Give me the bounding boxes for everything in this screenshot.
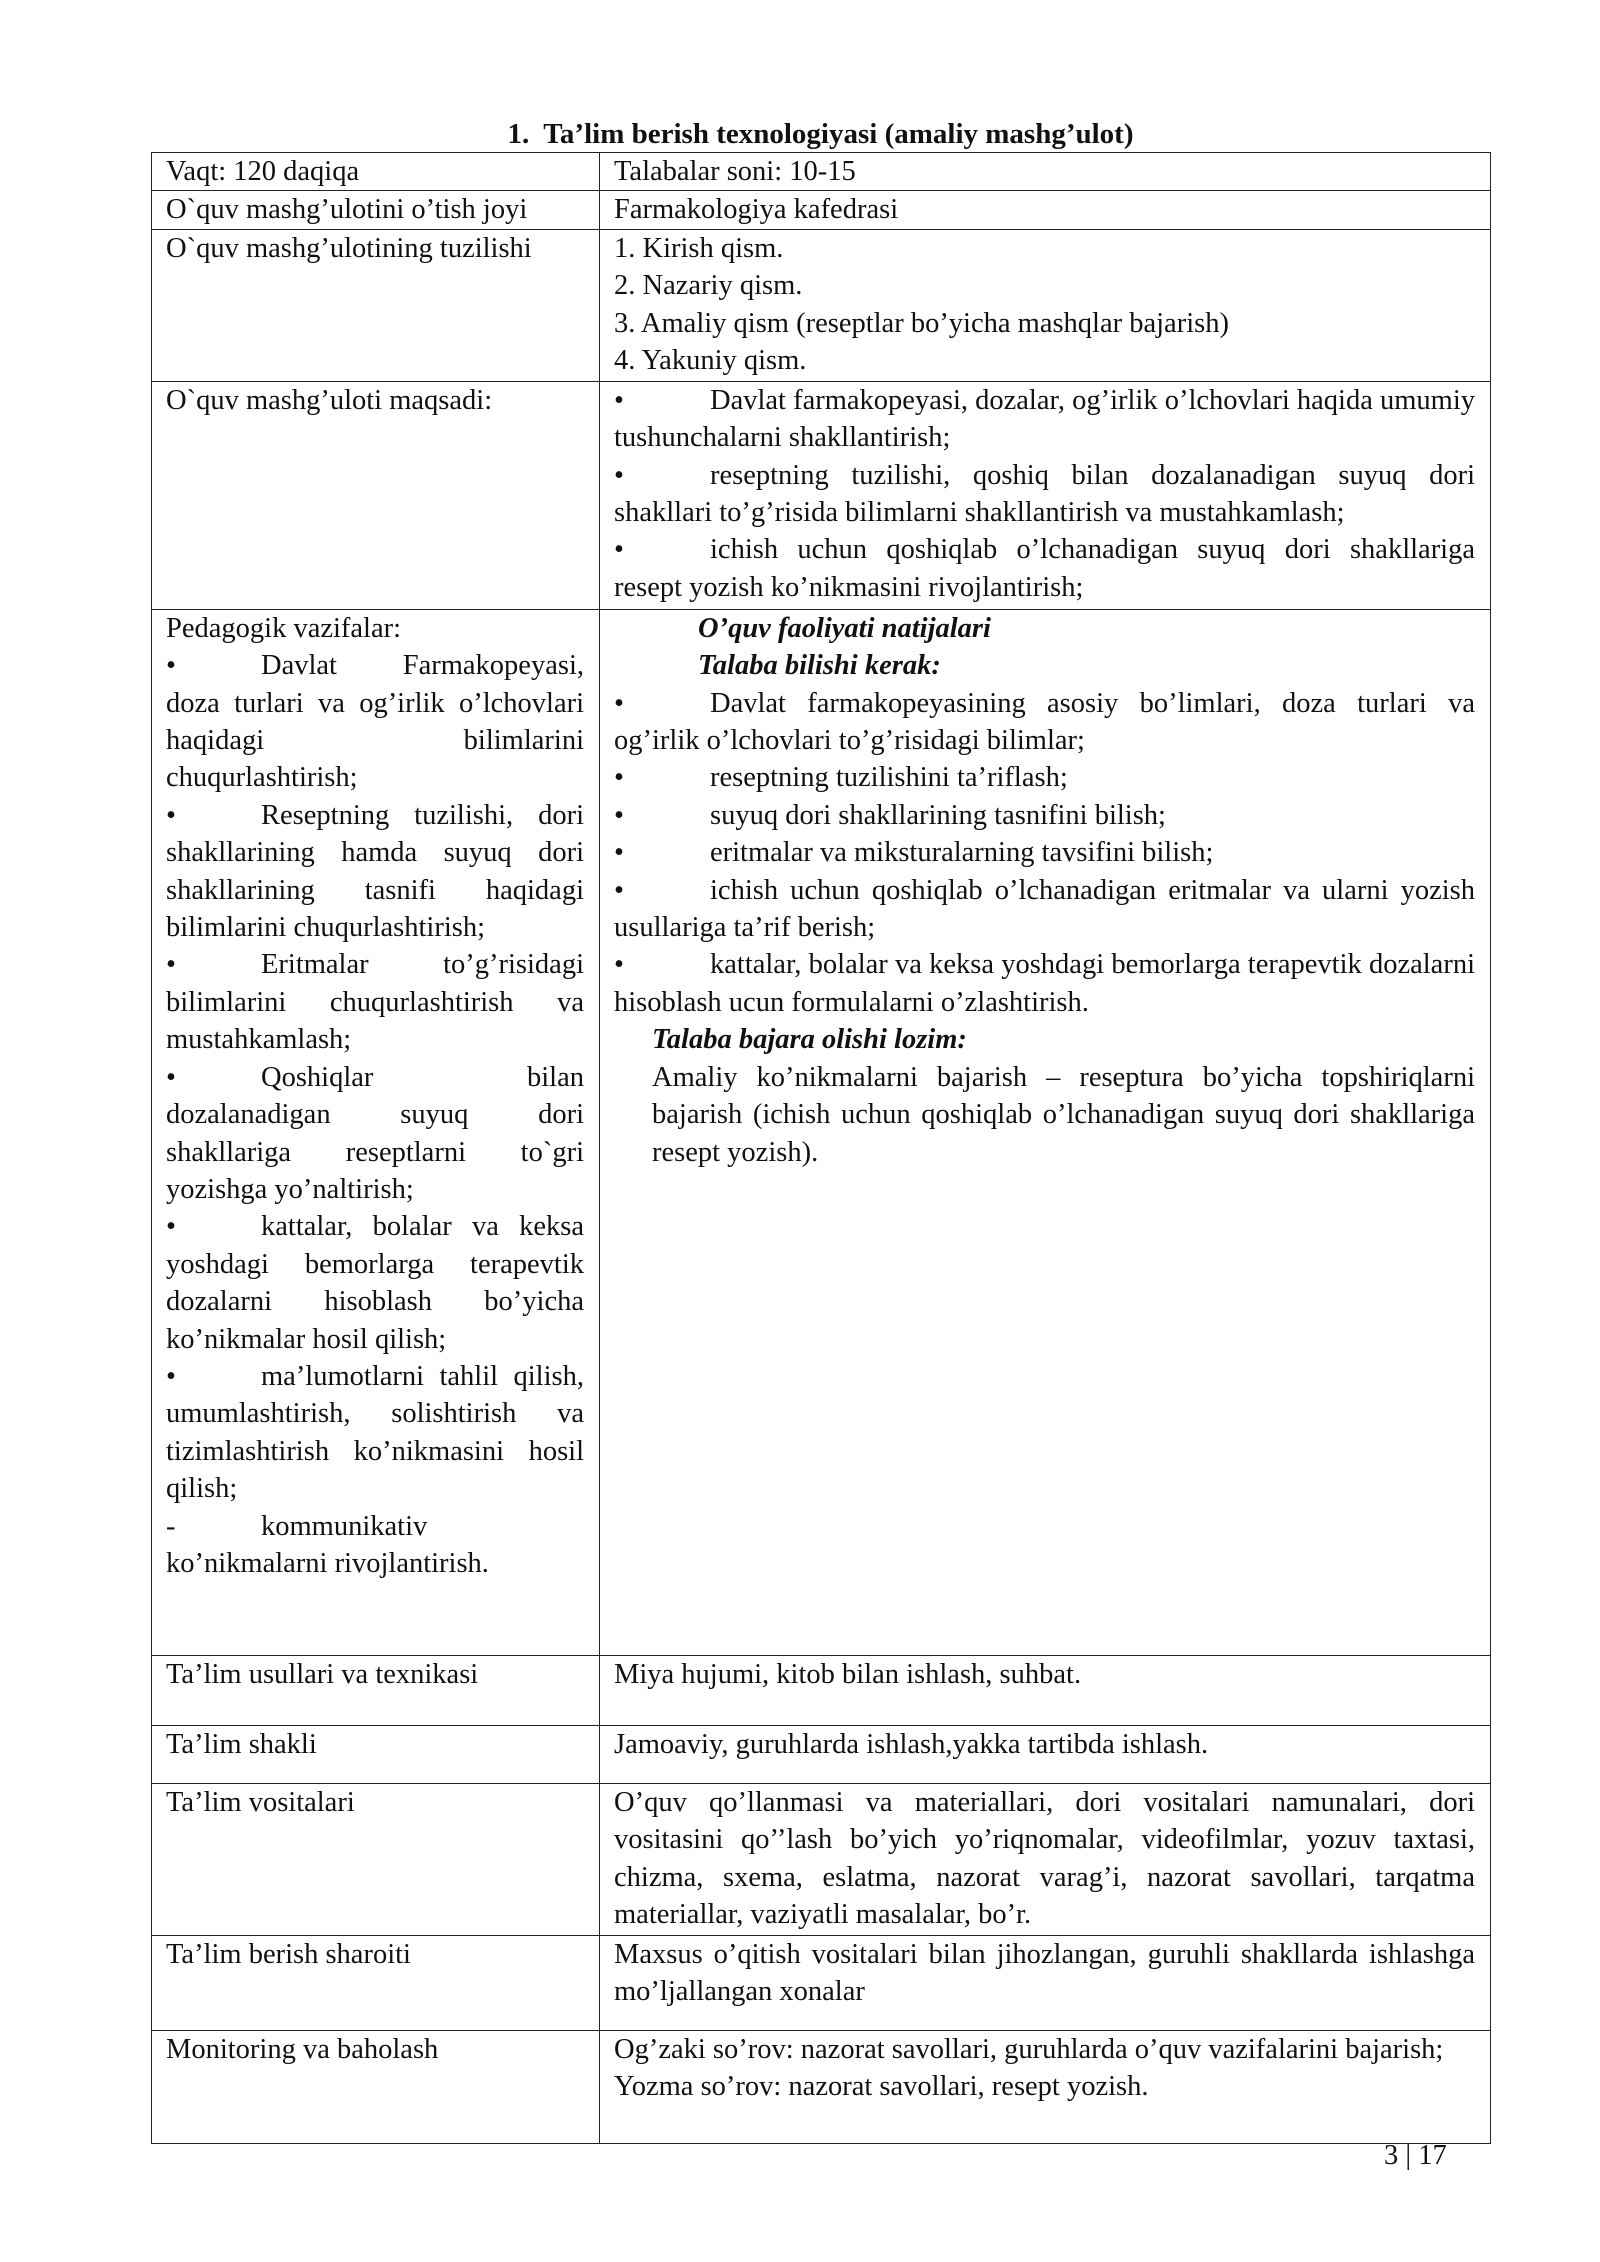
- structure-list: [600, 229, 1491, 381]
- table-row: [152, 229, 1491, 381]
- row-label: Ta’lim usullari va texnikasi: [152, 1655, 600, 1725]
- document-title: [151, 116, 1490, 152]
- bullet-icon: •: [614, 799, 624, 831]
- bullet-icon: •: [614, 384, 624, 416]
- bullet-icon: •: [166, 1061, 176, 1093]
- table-row: [152, 191, 1491, 229]
- list-item: • ichish uchun qoshiqlab o’lchanadigan eritmalar va ularni yozish usullariga ta’rif berish;: [614, 872, 1475, 947]
- section-heading: Pedagogik vazifalar:: [166, 612, 402, 644]
- row-label: O`quv mashg’uloti maqsadi:: [152, 381, 600, 609]
- list-item: • suyuq dori shakllarining tasnifini bilish;: [614, 797, 1475, 834]
- bullet-icon: •: [614, 687, 624, 719]
- row-label: O`quv mashg’ulotining tuzilishi: [152, 229, 600, 381]
- goals-list: [600, 381, 1491, 609]
- list-item: 4. Yakuniy qism.: [614, 345, 807, 377]
- row-label: O`quv mashg’ulotini o’tish joyi: [152, 191, 600, 229]
- list-item: • kattalar, bolalar va keksa yoshdagi bemorlarga terapevtik dozalarni hisoblash ucun formulalarni o’zlashtirish.: [614, 946, 1475, 1021]
- row-label: Ta’lim shakli: [152, 1725, 600, 1783]
- table-row: [152, 2030, 1491, 2143]
- row-label: Vaqt: 120 daqiqa: [152, 153, 600, 191]
- bullet-icon: •: [614, 949, 624, 981]
- row-value: O’quv qo’llanmasi va materiallari, dori vositalari namunalari, dori vositasini qo’’lash bo’yich yo’riqnomalar, videofilmlar, yozuv taxtasi, chizma, sxema, eslatma, nazorat varag’i, nazorat savollari, tarqatma materiallar, vaziyatli masalalar, bo’r.: [600, 1783, 1491, 1935]
- list-item: • Davlat Farmakopeyasi, doza turlari va og’irlik o’lchovlari haqidagi bilimlarini chuqurlashtirish;: [166, 647, 584, 797]
- bullet-icon: •: [614, 874, 624, 906]
- list-item: • Eritmalar to’g’risidagi bilimlarini chuqurlashtirish va mustahkamlash;: [166, 946, 584, 1058]
- table-row: [152, 1655, 1491, 1725]
- list-item: • reseptning tuzilishini ta’riflash;: [614, 759, 1475, 796]
- skills-paragraph: Amaliy ko’nikmalarni bajarish – reseptura bo’yicha topshiriqlarni bajarish (ichish uchun qoshiqlab o’lchanadigan suyuq dori shakllariga resept yozish).: [652, 1061, 1475, 1168]
- table-row: [152, 609, 1491, 1655]
- row-value: Farmakologiya kafedrasi: [600, 191, 1491, 229]
- section-subheading: Talaba bajara olishi lozim:: [652, 1024, 967, 1056]
- assessment-oral: Og’zaki so’rov: nazorat savollari, guruhlarda o’quv vazifalarini bajarish;: [614, 2033, 1444, 2065]
- row-value: Talabalar soni: 10-15: [600, 153, 1491, 191]
- title-text: Ta’lim berish texnologiyasi (amaliy mashg’ulot): [543, 118, 1134, 150]
- bullet-icon: •: [166, 1360, 176, 1392]
- dash-icon: -: [166, 1510, 176, 1542]
- list-item: 3. Amaliy qism (reseptlar bo’yicha mashqlar bajarish): [614, 307, 1229, 339]
- title-number: 1.: [507, 118, 530, 150]
- list-item: - kommunikativ ko’nikmalarni rivojlantirish.: [166, 1508, 584, 1583]
- bullet-icon: •: [614, 762, 624, 794]
- row-label: Ta’lim vositalari: [152, 1783, 600, 1935]
- bullet-icon: •: [614, 534, 624, 566]
- row-value: Jamoaviy, guruhlarda ishlash,yakka tartibda ishlash.: [600, 1725, 1491, 1783]
- page-number: 3 | 17: [1384, 2140, 1447, 2171]
- table-row: [152, 1783, 1491, 1935]
- pedagogical-tasks: [152, 609, 600, 1655]
- list-item: • Reseptning tuzilishi, dori shakllarining hamda suyuq dori shakllarining tasnifi haqidagi bilimlarini chuqurlashtirish;: [166, 797, 584, 947]
- table-row: [152, 381, 1491, 609]
- row-value: [600, 2030, 1491, 2143]
- bullet-icon: •: [614, 837, 624, 869]
- list-item: • Davlat farmakopeyasining asosiy bo’limlari, doza turlari va og’irlik o’lchovlari to’g’risidagi bilimlar;: [614, 685, 1475, 760]
- list-item: • reseptning tuzilishi, qoshiq bilan dozalanadigan suyuq dori shakllari to’g’risida bilimlarni shakllantirish va mustahkamlash;: [614, 457, 1475, 532]
- table-row: [152, 1935, 1491, 2030]
- list-item: • ma’lumotlarni tahlil qilish, umumlashtirish, solishtirish va tizimlashtirish ko’nikmasini hosil qilish;: [166, 1358, 584, 1508]
- bullet-icon: •: [166, 799, 176, 831]
- bullet-icon: •: [166, 949, 176, 981]
- bullet-icon: •: [614, 459, 624, 491]
- table-row: [152, 153, 1491, 191]
- row-value: Maxsus o’qitish vositalari bilan jihozlangan, guruhli shakllarda ishlashga mo’ljallangan xonalar: [600, 1935, 1491, 2030]
- list-item: • kattalar, bolalar va keksa yoshdagi bemorlarga terapevtik dozalarni hisoblash bo’yicha ko’nikmalar hosil qilish;: [166, 1208, 584, 1358]
- section-heading: O’quv faoliyati natijalari: [698, 612, 991, 644]
- list-item: • eritmalar va miksturalarning tavsifini bilish;: [614, 834, 1475, 871]
- section-subheading: Talaba bilishi kerak:: [698, 650, 941, 682]
- table-row: [152, 1725, 1491, 1783]
- lesson-plan-table: [151, 152, 1491, 2144]
- list-item: • Davlat farmakopeyasi, dozalar, og’irlik o’lchovlari haqida umumiy tushunchalarni shakllantirish;: [614, 382, 1475, 457]
- bullet-icon: •: [166, 1211, 176, 1243]
- list-item: • ichish uchun qoshiqlab o’lchanadigan suyuq dori shakllariga resept yozish ko’nikmasini rivojlantirish;: [614, 531, 1475, 606]
- row-label: Monitoring va baholash: [152, 2030, 600, 2143]
- list-item: • Qoshiqlar bilan dozalanadigan suyuq dori shakllariga reseptlarni to`gri yozishga yo’naltirish;: [166, 1059, 584, 1209]
- list-item: 1. Kirish qism.: [614, 232, 784, 264]
- learning-outcomes: [600, 609, 1491, 1655]
- list-item: 2. Nazariy qism.: [614, 270, 803, 302]
- assessment-written: Yozma so’rov: nazorat savollari, resept yozish.: [614, 2071, 1149, 2103]
- bullet-icon: •: [166, 650, 176, 682]
- row-value: Miya hujumi, kitob bilan ishlash, suhbat.: [600, 1655, 1491, 1725]
- row-label: Ta’lim berish sharoiti: [152, 1935, 600, 2030]
